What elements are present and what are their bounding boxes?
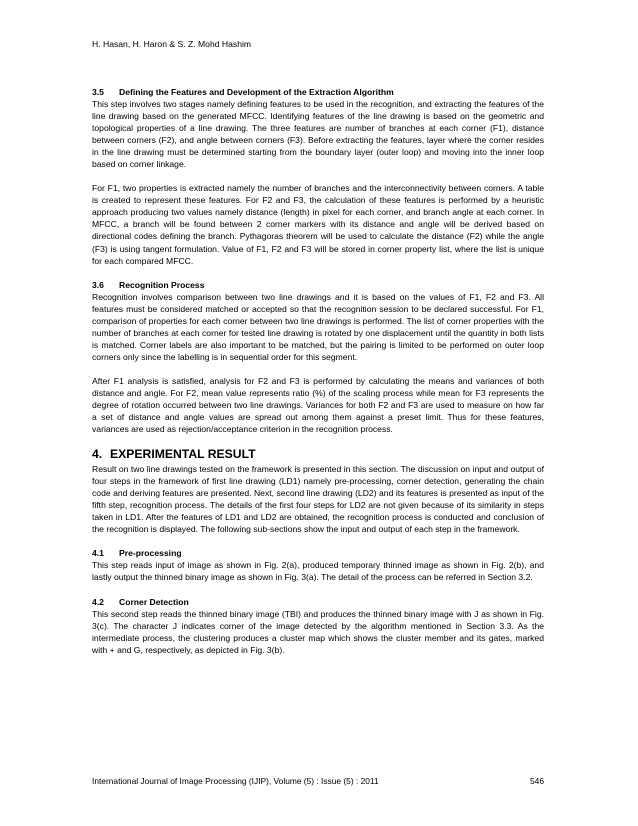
- page-number: 546: [530, 776, 544, 786]
- paragraph: For F1, two properties is extracted namely the number of branches and the interconnectivity between corners. A table is created to represent these features. For F2 and F3, the calculation of these features is performed by a heuristic approach producing two values namely distance (length) in pixel for each corner, and branch angle at each corner. In MFCC, a branch will be found between 2 corner markers with its distance and angle will be derived based on directional codes defining the branch. Pythagoras theorem will be used to calculate the distance (F2) while the angle (F3) is using tangent formulation. Value of F1, F2 and F3 will be stored in corner property list, where the list is unique for each compared MFCC.: [92, 183, 544, 266]
- section-title: Corner Detection: [119, 596, 189, 607]
- paragraph: This step involves two stages namely defining features to be used in the recognition, and extracting the features of the line drawing based on the generated MFCC. Identifying features of the line drawing is based on the geometric and topological properties of a line drawing. The three features are number of branches at each corner (F1), distance between corners (F2), and angle between corners (F3). Before extracting the features, layer where the corner resides in the line drawing must be determined starting from the boundary layer (outer loop) and moving into the inner loop based on corner linkage.: [92, 99, 544, 170]
- section-3-5-heading: [92, 86, 544, 98]
- section-3-6: [92, 279, 544, 436]
- section-4-2-heading: [92, 596, 544, 608]
- section-4-2: [92, 596, 544, 656]
- section-4: [92, 447, 544, 535]
- section-title: Pre-processing: [119, 548, 182, 559]
- journal-citation: International Journal of Image Processing (IJIP), Volume (5) : Issue (5) : 2011: [92, 776, 379, 786]
- section-3-5: [92, 86, 544, 267]
- section-number: 3.5: [92, 87, 104, 97]
- section-title: EXPERIMENTAL RESULT: [110, 447, 256, 462]
- page-footer: [92, 776, 544, 787]
- section-4-1: [92, 547, 544, 583]
- section-number: 4.: [92, 447, 103, 462]
- paragraph: This step reads input of image as shown in Fig. 2(a), produced temporary thinned image as shown in Fig. 2(b), and lastly output the thinned binary image as shown in Fig. 3(a). The detail of the process can be referred in Section 3.2.: [92, 560, 544, 583]
- section-title: Recognition Process: [119, 279, 205, 290]
- paper-body: [92, 86, 544, 668]
- paragraph: Result on two line drawings tested on the framework is presented in this section. The discussion on input and output of four steps in the framework of first line drawing (LD1) namely pre-processing, corner detection, generating the chain code and deriving features are presented. Next, second line drawing (LD2) and its features is presented as input of the fifth step, recognition process. The details of the first four steps for LD2 are not given because of its similarity in steps taken in LD1. After the features of LD1 and LD2 are obtained, the recognition process is conducted and conclusion of the recognition is displayed. The following sub-sections show the input and output of each step in the framework.: [92, 464, 544, 535]
- paragraph: After F1 analysis is satisfied, analysis for F2 and F3 is performed by calculating the means and variances of both distance and angle. For F2, mean value represents ratio (%) of the scaling process while mean for F3 represents the degree of rotation occurred between two line drawings. Variances for both F2 and F3 are used to measure on how far a set of distance and angle values are spread out among them against a preset limit. Thus for these features, variances are used as rejection/acceptance criterion in the recognition process.: [92, 375, 544, 435]
- section-number: 4.2: [92, 596, 104, 607]
- running-header: H. Hasan, H. Haron & S. Z. Mohd Hashim: [92, 39, 252, 49]
- paragraph: This second step reads the thinned binary image (TBI) and produces the thinned binary image with J as shown in Fig. 3(c). The character J indicates corner of the image detected by the algorithm mentioned in Section 3.3. As the intermediate process, the clustering produces a cluster map which shows the cluster member and its gates, marked with + and G, respectively, as depicted in Fig. 3(b).: [92, 608, 544, 655]
- paragraph: Recognition involves comparison between two line drawings and it is based on the values of F1, F2 and F3. All features must be considered matched or accepted so that the recognition session to be declared successful. For F1, comparison of properties for each corner between two line drawings is performed. The list of corner properties with the number of branches at each corner for tested line drawing is rotated by one displacement until the quantity in both lists is matched. Corner labels are also important to be matched, but the pairing is limited to be performed on outer loop corners only since the labelling is in sequential order for this segment.: [92, 291, 544, 362]
- section-number: 4.1: [92, 548, 104, 559]
- section-4-heading: [92, 447, 544, 461]
- section-4-1-heading: [92, 547, 544, 559]
- section-title: Defining the Features and Development of the Extraction Algorithm: [119, 87, 394, 97]
- section-number: 3.6: [92, 279, 104, 290]
- section-3-6-heading: [92, 279, 544, 291]
